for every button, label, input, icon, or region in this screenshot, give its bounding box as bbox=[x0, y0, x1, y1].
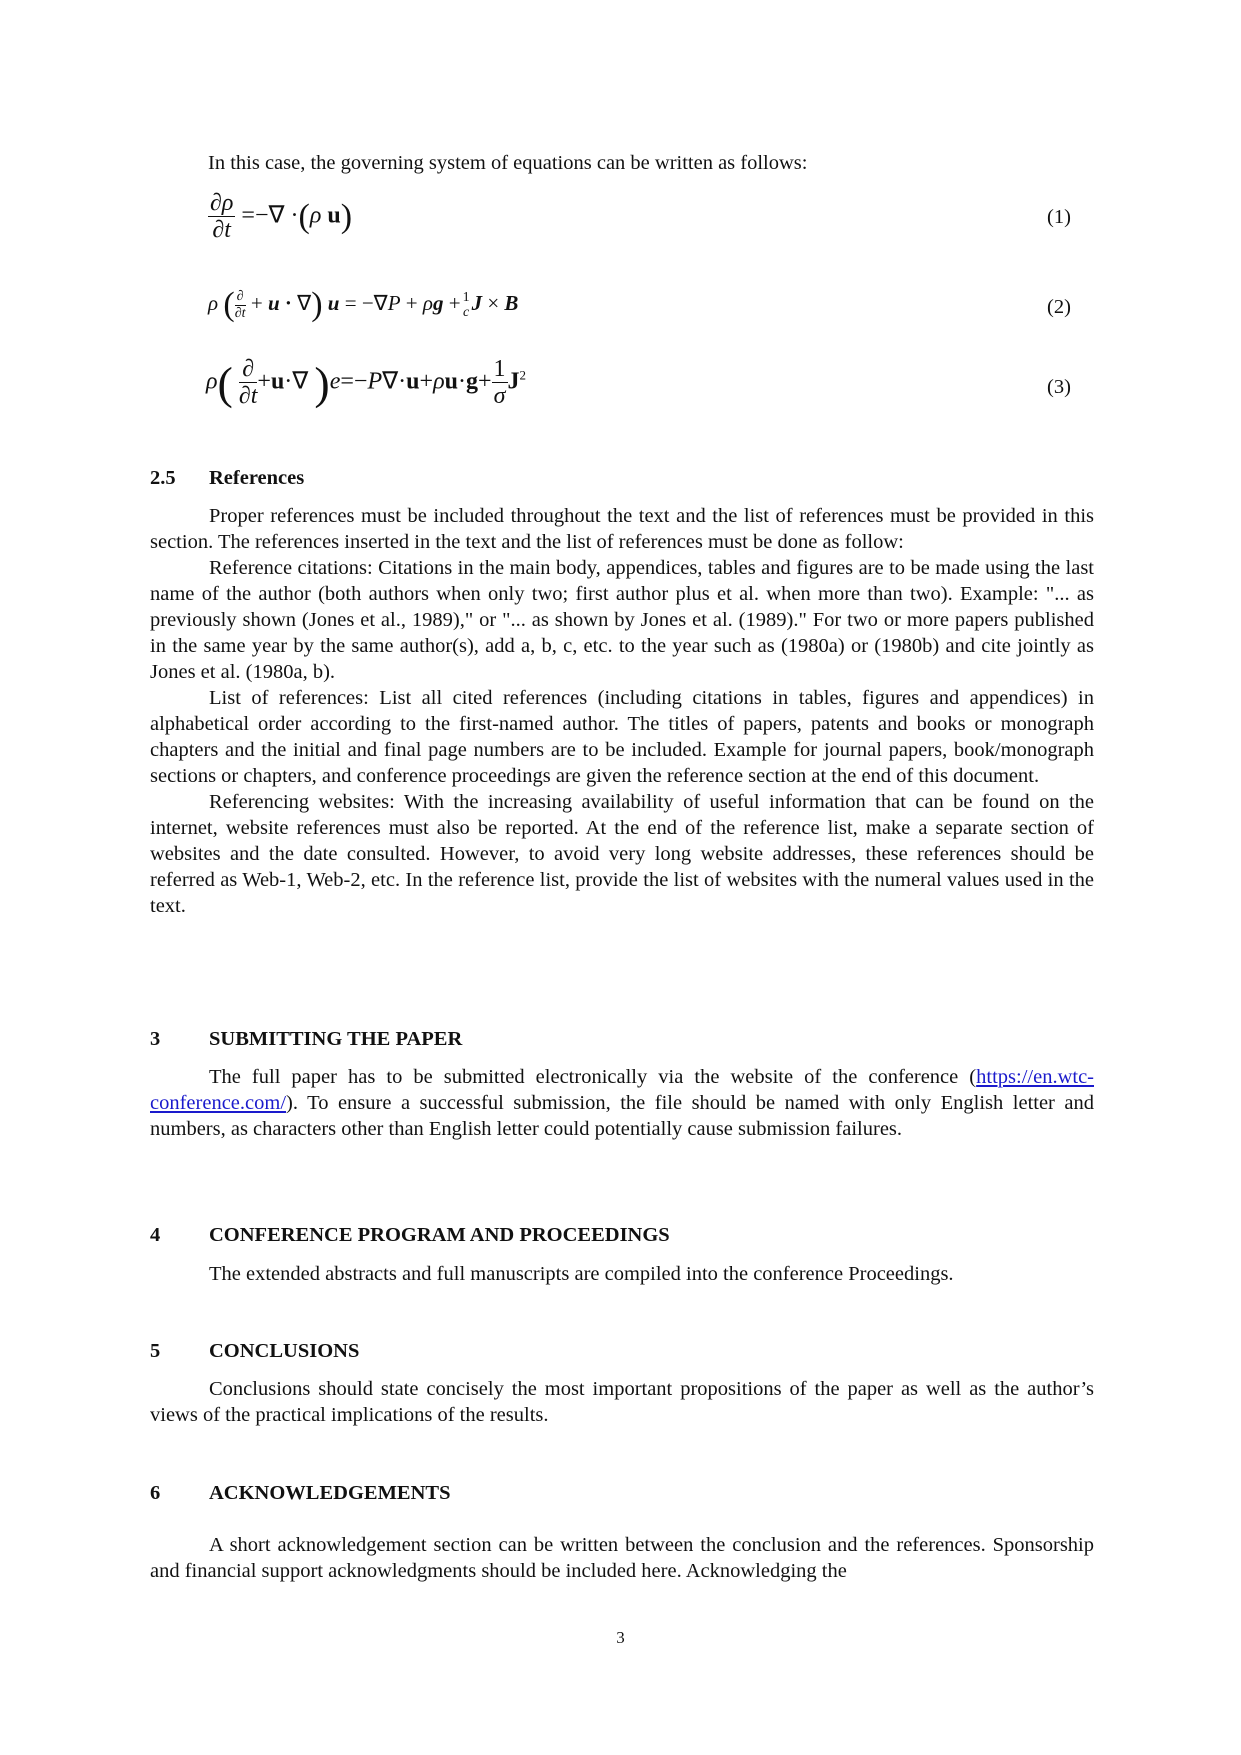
section-2-5-body bbox=[150, 503, 1094, 919]
paragraph: A short acknowledgement section can be written between the conclusion and the references. Sponsorship and financial support acknowledgments should be included here. Acknowledging the bbox=[150, 1534, 1094, 1582]
section-heading-6: 6 ACKNOWLEDGEMENTS bbox=[150, 1482, 451, 1504]
section-heading-5: 5 CONCLUSIONS bbox=[150, 1340, 360, 1362]
paragraph: The full paper has to be submitted electronically via the website of the conference (https://en.wtc-conference.com/). To ensure a successful submission, the file should be named with only English letter and numbers, as characters other than English letter could potentially cause submission failures. bbox=[150, 1066, 1094, 1140]
section-5-body bbox=[150, 1376, 1094, 1428]
equation-number-2: (2) bbox=[1047, 296, 1071, 318]
equation-number-1: (1) bbox=[1047, 206, 1071, 228]
equation-2: ρ ( $\frac{\partial}{\partial t}$ + u · ∇) u = −∇P + ρg + 1 c J × B bbox=[208, 286, 519, 323]
paragraph: Reference citations: Citations in the main body, appendices, tables and figures are to be made using the last name of the author (both authors when only two; first author plus et al. when more than two). Example: "... as previously shown (Jones et al., 1989)," or "... as shown by Jones et al. (1989)." For two or more papers published in the same year by the same author(s), add a, b, c, etc. to the year such as (1980a) or (1980b) and cite jointly as Jones et al. (1980a, b). bbox=[150, 557, 1094, 683]
section-heading-3: 3 SUBMITTING THE PAPER bbox=[150, 1028, 463, 1050]
section-heading-2-5: 2.5 References bbox=[150, 467, 305, 489]
paragraph: Referencing websites: With the increasing availability of useful information that can be found on the internet, website references must also be reported. At the end of the reference list, make a separate section of websites and the date consulted. However, to avoid very long website addresses, these references should be referred as Web-1, Web-2, etc. In the reference list, provide the list of websites with the numeral values used in the text. bbox=[150, 791, 1094, 917]
section-3-body bbox=[150, 1064, 1094, 1142]
equation-3: ρ( $\frac{\partial}{\partial t}$ +u·∇ )e=−P∇·u+ρu·g+ $\frac{1}{\sigma}$ $J^2$ bbox=[206, 356, 527, 410]
paragraph: List of references: List all cited references (including citations in tables, figures and appendices) in alphabetical order according to the first-named author. The titles of papers, patents and books or monograph chapters and the initial and final page numbers are to be included. Example for journal papers, book/monograph sections or chapters, and conference proceedings are given the reference section at the end of this document. bbox=[150, 687, 1094, 787]
paragraph: Conclusions should state concisely the most important propositions of the paper as well as the author’s views of the practical implications of the results. bbox=[150, 1378, 1094, 1426]
eq1-lhs-fraction: $\frac{\partial\rho}{\partial t}$ bbox=[210, 190, 234, 244]
equation-1: $\frac{\partial\rho}{\partial t}$ =−∇ ·(ρ u) bbox=[210, 190, 353, 244]
section-6-body bbox=[150, 1532, 1094, 1584]
paragraph: The extended abstracts and full manuscripts are compiled into the conference Proceedings. bbox=[209, 1263, 954, 1285]
intro-text: In this case, the governing system of equations can be written as follows: bbox=[208, 152, 808, 174]
paragraph: Proper references must be included throughout the text and the list of references must be provided in this section. The references inserted in the text and the list of references must be done as follow: bbox=[150, 505, 1094, 553]
conference-website-link[interactable]: https://en.wtc-conference.com/ bbox=[150, 1066, 1094, 1114]
equation-number-3: (3) bbox=[1047, 376, 1071, 398]
page-number: 3 bbox=[616, 1628, 625, 1647]
section-4-body bbox=[150, 1261, 1094, 1287]
section-heading-4: 4 CONFERENCE PROGRAM AND PROCEEDINGS bbox=[150, 1224, 670, 1246]
